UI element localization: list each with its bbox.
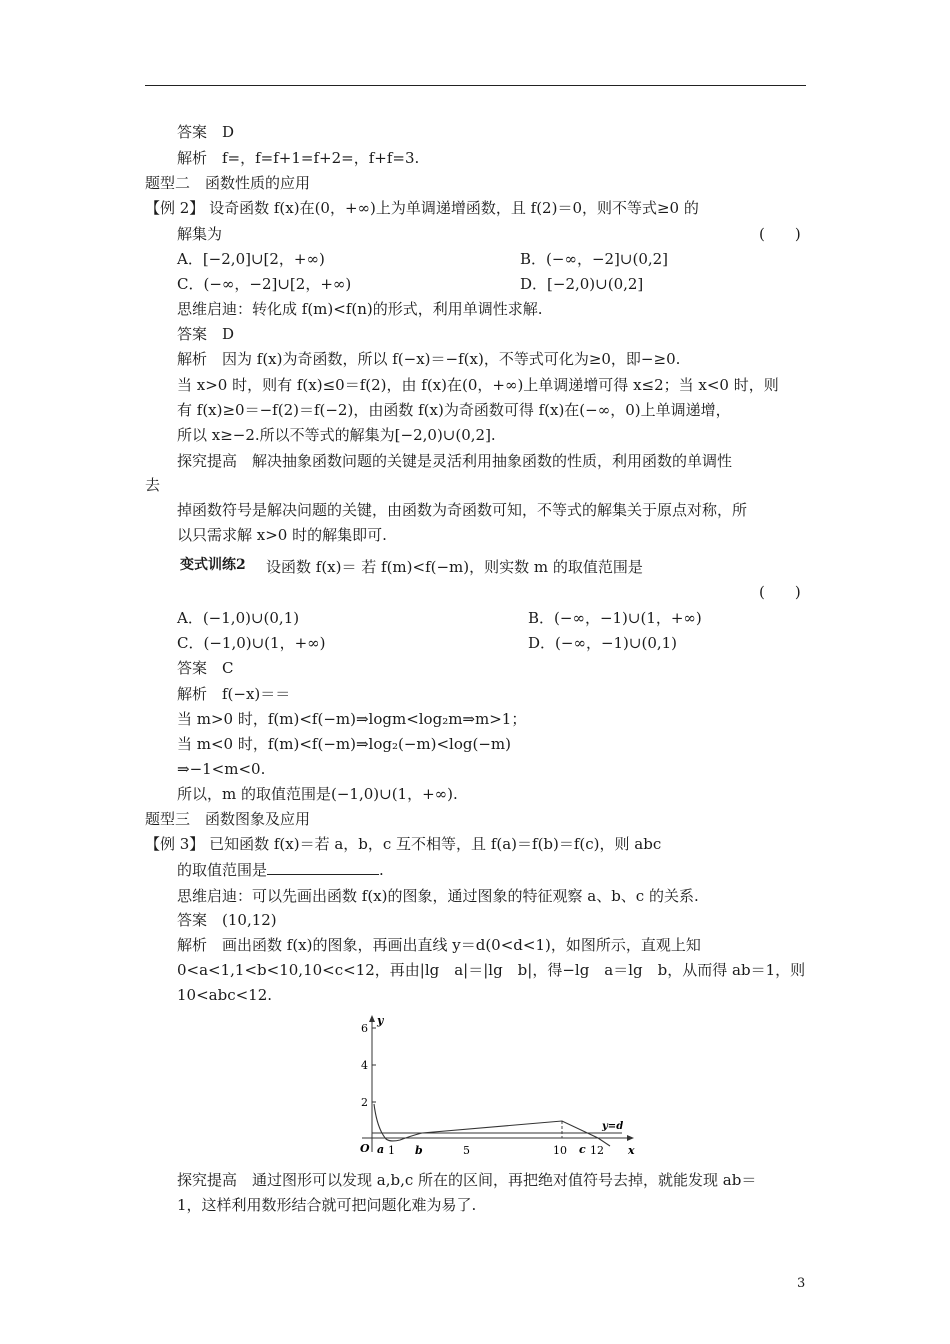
answer-3: 答案 C — [177, 659, 234, 677]
analysis-3-line2: 当 m>0 时，f(m)<f(−m)⇒logm<log₂m⇒m>1； — [177, 710, 527, 728]
variant-training-label: 变式训练2 — [180, 557, 246, 573]
x-tick-label-5: 5 — [463, 1144, 470, 1157]
analysis-4-line2: 0<a<1,1<b<10,10<c<12，再由|lg a|＝|lg b|，得−lg a＝lg b，从而得 ab＝1，则 — [177, 961, 806, 979]
x-tick-label-10: 10 — [553, 1144, 567, 1157]
variant-option-a: A．(−1,0)∪(0,1) — [177, 609, 300, 627]
analysis-4-line3: 10<abc<12. — [177, 986, 273, 1004]
function-graph — [352, 1012, 642, 1162]
option-c: C．(−∞，−2]∪[2，+∞) — [177, 275, 352, 293]
analysis-3-line3: 当 m<0 时，f(m)<f(−m)⇒log₂(−m)<log(−m) — [177, 735, 511, 753]
x-tick-label-12: 12 — [590, 1144, 604, 1157]
analysis-3-line5: 所以，m 的取值范围是(−1,0)∪(1，+∞). — [177, 785, 458, 803]
origin-label: O — [360, 1142, 370, 1155]
answer-2: 答案 D — [177, 325, 235, 343]
point-a-label: a — [377, 1143, 385, 1156]
fill-in-blank — [267, 860, 379, 875]
example-3-range-text: 的取值范围是 — [177, 861, 268, 879]
option-a: A．[−2,0]∪[2，+∞) — [177, 250, 325, 268]
answer-4: 答案 (10,12) — [177, 911, 277, 929]
header-rule — [145, 85, 806, 86]
x-tick-label-1: 1 — [388, 1144, 395, 1157]
inquiry-2-wrap: 去 — [145, 476, 161, 494]
x-axis-arrow — [627, 1135, 634, 1141]
answer-bracket: ( ) — [759, 225, 801, 243]
point-c-label: c — [579, 1143, 586, 1156]
option-d: D．[−2,0)∪(0,2] — [520, 275, 644, 293]
section-title-2: 题型二 函数性质的应用 — [145, 174, 311, 192]
option-b: B．(−∞，−2]∪(0,2] — [520, 250, 669, 268]
analysis-1: 解析 f=，f=f+1=f+2=，f+f=3. — [177, 149, 420, 167]
analysis-4: 解析 画出函数 f(x)的图象，再画出直线 y＝d(0<d<1)，如图所示，直观上知 — [177, 936, 701, 954]
example-3-stem: 【例 3】 已知函数 f(x)＝若 a，b，c 互不相等，且 f(a)＝f(b)＝f(c)，则 abc — [145, 835, 662, 853]
variant-option-c: C．(−1,0)∪(1，+∞) — [177, 634, 326, 652]
y-tick-label-2: 2 — [361, 1096, 368, 1109]
variant-option-b: B．(−∞，−1)∪(1，+∞) — [528, 609, 702, 627]
y-axis-label: y — [377, 1014, 384, 1027]
inquiry-3-line2: 1，这样利用数形结合就可把问题化难为易了. — [177, 1196, 477, 1214]
inquiry-2: 探究提高 解决抽象函数问题的关键是灵活利用抽象函数的性质，利用函数的单调性 — [177, 452, 733, 470]
answer-1: 答案 D — [177, 123, 235, 141]
section-title-3: 题型三 函数图象及应用 — [145, 810, 311, 828]
example-2-stem: 【例 2】 设奇函数 f(x)在(0，+∞)上为单调递增函数，且 f(2)＝0，则不等式≥0 的 — [145, 199, 699, 217]
inquiry-2-line3: 以只需求解 x>0 时的解集即可. — [177, 526, 387, 544]
answer-bracket-2: ( ) — [759, 583, 801, 601]
y-axis-arrow — [369, 1015, 375, 1022]
analysis-2-line2: 当 x>0 时，则有 f(x)≤0＝f(2)，由 f(x)在(0，+∞)上单调递增可得 x≤2；当 x<0 时，则 — [177, 376, 779, 394]
fill-in-period: . — [379, 861, 384, 879]
analysis-2: 解析 因为 f(x)为奇函数，所以 f(−x)＝−f(x)，不等式可化为≥0，即−≥0. — [177, 350, 681, 368]
thinking-hint-2: 思维启迪：转化成 f(m)<f(n)的形式，利用单调性求解. — [177, 300, 543, 318]
inquiry-2-line2: 掉函数符号是解决问题的关键，由函数为奇函数可知，不等式的解集关于原点对称，所 — [177, 501, 748, 519]
example-2-stem-cont: 解集为 — [177, 225, 223, 243]
y-tick-label-4: 4 — [361, 1059, 368, 1072]
analysis-2-line4: 所以 x≥−2.所以不等式的解集为[−2,0)∪(0,2]. — [177, 426, 496, 444]
x-axis-label: x — [628, 1144, 635, 1157]
analysis-3-line4: ⇒−1<m<0. — [177, 760, 266, 778]
line-y-equals-d-label: y=d — [602, 1121, 624, 1132]
function-curve — [374, 1104, 610, 1146]
point-b-label: b — [415, 1144, 423, 1157]
page-number: 3 — [797, 1276, 806, 1291]
variant-option-d: D．(−∞，−1)∪(0,1) — [528, 634, 678, 652]
inquiry-3: 探究提高 通过图形可以发现 a,b,c 所在的区间，再把绝对值符号去掉，就能发现 ab＝ — [177, 1171, 757, 1189]
variant-2-stem: 设函数 f(x)＝ 若 f(m)<f(−m)，则实数 m 的取值范围是 — [266, 558, 643, 576]
example-3-stem-cont — [177, 860, 384, 880]
thinking-hint-3: 思维启迪：可以先画出函数 f(x)的图象，通过图象的特征观察 a、b、c 的关系. — [177, 887, 699, 905]
analysis-2-line3: 有 f(x)≥0＝−f(2)＝f(−2)，由函数 f(x)为奇函数可得 f(x)在(−∞，0)上单调递增， — [177, 401, 731, 419]
y-tick-label-6: 6 — [361, 1022, 368, 1035]
analysis-3: 解析 f(−x)＝＝ — [177, 685, 291, 703]
